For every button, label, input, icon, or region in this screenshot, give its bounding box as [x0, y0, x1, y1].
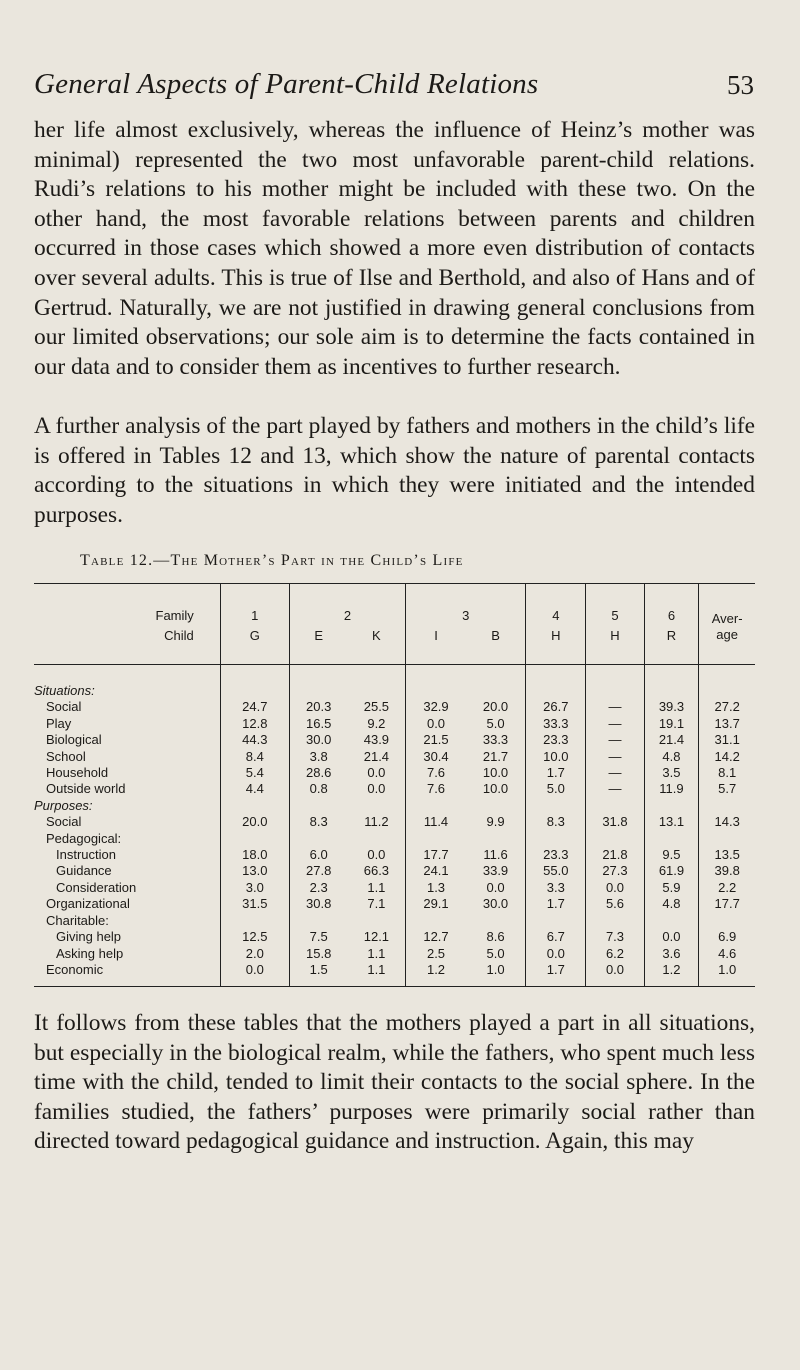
table-row: [34, 749, 755, 765]
child-4: I: [406, 624, 466, 665]
table-cell: 25.5: [363, 699, 390, 715]
table-row: [34, 831, 755, 847]
table-cell: 12.5: [220, 929, 289, 945]
table-cell: 61.9: [644, 863, 699, 879]
table-cell: 1.7: [526, 962, 586, 978]
table-cell: [699, 913, 755, 929]
table-cell: [526, 913, 586, 929]
data-table: [34, 583, 755, 987]
child-8: R: [644, 624, 699, 665]
table-cell: 13.7: [699, 716, 755, 732]
child-5: B: [466, 624, 526, 665]
row-label: Organizational: [46, 896, 130, 912]
table-cell: 30.0: [289, 732, 347, 748]
table-cell: 14.2: [699, 749, 755, 765]
table-cell: [220, 831, 289, 847]
table-cell: 10.0: [482, 765, 509, 781]
table-cell: [289, 831, 347, 847]
table-cell: 5.0: [486, 945, 505, 961]
table-cell: 0.8: [289, 781, 347, 797]
table-cell: 33.3: [526, 716, 586, 732]
table-cell: 13.5: [699, 847, 755, 863]
child-7: H: [586, 624, 644, 665]
row-label: Economic: [46, 961, 104, 977]
paragraph-1: her life almost exclusively, whereas the influence of Heinz’s mother was minimal) represented the two most unfavorable parent-child relations. Rudi’s relations to his mother might be included with these two. On the other hand, the most favorable relations between parents and children occurred in those cases which showed a more even distribution of contacts over several adults. This is true of Ilse and Berthold, and also of Hans and of Gertrud. Naturally, we are not justified in drawing general conclusions from our limited observations; our sole aim is to determine the facts contained in our data and to consider them as incentives to further research.: [34, 117, 755, 380]
row-label: Biological: [46, 732, 102, 748]
child-label: Child: [34, 624, 220, 665]
table-cell: 5.7: [699, 781, 755, 797]
family-3: 3: [406, 584, 526, 625]
table-cell: 5.4: [220, 765, 289, 781]
family-4: 4: [526, 584, 586, 625]
table-cell: [406, 831, 466, 847]
table-cell: 7.6: [406, 781, 466, 797]
table-row: [34, 880, 755, 896]
row-label: Charitable:: [46, 912, 109, 928]
paragraph-3: It follows from these tables that the mothers played a part in all situations, but especially in the biological realm, while the fathers, who spent much less time with the child, tended to limit their contacts to the social sphere. In the families studied, the fathers’ purposes were primarily social rather than directed toward pedagogical guidance and instruction. Again, this may: [34, 1010, 755, 1155]
table-cell: 5.0: [526, 781, 586, 797]
table-cell: 3.0: [220, 880, 289, 896]
table-cell: 1.3: [406, 880, 466, 896]
table-row: [34, 765, 755, 781]
table-row: [34, 781, 755, 797]
table-cell: 7.5: [289, 929, 347, 945]
table-cell: —: [586, 716, 644, 732]
table-row: [34, 699, 755, 715]
table-cell: 0.0: [526, 946, 586, 962]
table-cell: 0.0: [586, 962, 644, 978]
table-cell: [289, 913, 347, 929]
row-label: Household: [46, 765, 109, 781]
table-cell: 4.8: [644, 749, 699, 765]
table-cell: 11.6: [483, 847, 508, 863]
table-cell: 9.2: [367, 715, 386, 731]
table-cell: 2.3: [289, 880, 347, 896]
table-cell: 30.8: [289, 896, 347, 912]
table-cell: 17.7: [406, 847, 466, 863]
average-header: Aver- age: [699, 584, 755, 665]
table-cell: 3.6: [644, 946, 699, 962]
section-row: [34, 683, 755, 699]
family-5: 5: [586, 584, 644, 625]
row-label: Instruction: [56, 847, 116, 863]
table-spacer: [34, 665, 755, 684]
table-cell: 21.4: [644, 732, 699, 748]
table-cell: [220, 913, 289, 929]
table-cell: 24.7: [220, 699, 289, 715]
table-cell: 21.8: [586, 847, 644, 863]
table-cell: 9.5: [644, 847, 699, 863]
table-cell: [466, 831, 526, 847]
table-cell: 11.4: [406, 814, 466, 830]
family-1: 1: [220, 584, 289, 625]
table-cell: 1.1: [367, 879, 386, 895]
table-cell: 1.1: [367, 945, 386, 961]
table-cell: 32.9: [406, 699, 466, 715]
table-cell: 4.6: [699, 946, 755, 962]
table-cell: 11.9: [644, 781, 699, 797]
table-cell: [699, 831, 755, 847]
table-cell: 3.5: [644, 765, 699, 781]
table-cell: 5.6: [586, 896, 644, 912]
family-label: Family: [155, 607, 194, 623]
row-label: Giving help: [56, 929, 122, 945]
table-cell: 0.0: [406, 716, 466, 732]
page-number: 53: [727, 70, 754, 100]
table-cell: [586, 913, 644, 929]
table-cell: 44.3: [220, 732, 289, 748]
table-cell: 5.0: [486, 715, 505, 731]
table-cell: —: [586, 732, 644, 748]
table-body: [34, 584, 755, 987]
table-cell: 16.5: [289, 716, 347, 732]
child-2: E: [289, 624, 347, 665]
table-cell: 23.3: [526, 732, 586, 748]
table-cell: 10.0: [526, 749, 586, 765]
table-cell: —: [586, 765, 644, 781]
table-cell: 12.7: [406, 929, 466, 945]
table-row: [34, 929, 755, 945]
section-row: [34, 798, 755, 814]
table-cell: 8.4: [220, 749, 289, 765]
table-row: [34, 847, 755, 863]
table-cell: 2.0: [220, 946, 289, 962]
table-cell: 7.3: [586, 929, 644, 945]
table-cell: 31.5: [220, 896, 289, 912]
table-cell: 24.1: [406, 863, 466, 879]
table-cell: 66.3: [363, 863, 390, 879]
table-row: [34, 896, 755, 912]
table-cell: —: [586, 699, 644, 715]
table-cell: 0.0: [367, 847, 386, 863]
table-row: [34, 946, 755, 962]
table-cell: 1.0: [699, 962, 755, 978]
table-cell: 26.7: [526, 699, 586, 715]
table-cell: 1.7: [526, 765, 586, 781]
table-cell: 21.4: [363, 748, 390, 764]
table-cell: 6.7: [526, 929, 586, 945]
table-cell: —: [586, 749, 644, 765]
table-cell: 0.0: [644, 929, 699, 945]
table-cell: 43.9: [363, 732, 390, 748]
table-cell: 8.6: [486, 929, 505, 945]
table-cell: 20.0: [482, 699, 509, 715]
table-cell: 8.3: [289, 814, 347, 830]
table-cell: 3.8: [289, 749, 347, 765]
table-cell: 20.3: [289, 699, 347, 715]
table-cell: 27.2: [699, 699, 755, 715]
table-cell: 20.0: [220, 814, 289, 830]
table-cell: [644, 831, 699, 847]
table-cell: 8.1: [699, 765, 755, 781]
paragraph-2: A further analysis of the part played by fathers and mothers in the child’s life is offered in Tables 12 and 13, which show the nature of parental contacts according to the situations in which they were initiated and the intended purposes.: [34, 413, 755, 528]
table-cell: [406, 913, 466, 929]
table-cell: 6.2: [586, 946, 644, 962]
table-cell: 30.0: [482, 896, 509, 912]
table-cell: 31.8: [586, 814, 644, 830]
family-header-row: [34, 584, 755, 625]
table-row: [34, 732, 755, 748]
running-header: [34, 68, 754, 114]
table-cell: 1.1: [367, 961, 386, 977]
table-cell: 28.6: [289, 765, 347, 781]
table-cell: 6.9: [699, 929, 755, 945]
table-cell: 55.0: [526, 863, 586, 879]
row-label: Consideration: [56, 879, 137, 895]
table-cell: 33.3: [482, 732, 509, 748]
table-cell: 2.2: [699, 880, 755, 896]
table-cell: [466, 913, 526, 929]
table-cell: 0.0: [367, 781, 386, 797]
table-cell: [644, 913, 699, 929]
family-6: 6: [644, 584, 699, 625]
table-caption: Table 12.—The Mother’s Part in the Child’s Life: [80, 552, 464, 569]
table-cell: 30.4: [406, 749, 466, 765]
table-cell: 1.7: [526, 896, 586, 912]
table-row: [34, 913, 755, 929]
table-cell: [348, 831, 406, 847]
table-cell: 13.1: [644, 814, 699, 830]
table-cell: 14.3: [699, 814, 755, 830]
table-cell: 0.0: [586, 880, 644, 896]
row-label: School: [46, 748, 86, 764]
child-header-row: [34, 624, 755, 665]
table-cell: 21.5: [406, 732, 466, 748]
child-6: H: [526, 624, 586, 665]
table-cell: 12.8: [220, 716, 289, 732]
row-label: Asking help: [56, 945, 124, 961]
table-cell: 2.5: [406, 946, 466, 962]
table-row: [34, 814, 755, 830]
child-1: G: [220, 624, 289, 665]
table-cell: 5.9: [644, 880, 699, 896]
table-cell: 3.3: [526, 880, 586, 896]
table-cell: 31.1: [699, 732, 755, 748]
table-cell: 10.0: [482, 781, 509, 797]
table-cell: 7.6: [406, 765, 466, 781]
table-cell: 21.7: [482, 748, 509, 764]
table-cell: 13.0: [220, 863, 289, 879]
table-cell: 1.2: [644, 962, 699, 978]
table-cell: 12.1: [363, 929, 390, 945]
table-cell: [348, 913, 406, 929]
table-cell: 19.1: [644, 716, 699, 732]
row-label: Pedagogical:: [46, 830, 122, 846]
table-cell: 27.8: [289, 863, 347, 879]
table-cell: 6.0: [289, 847, 347, 863]
table-bottom-pad: [34, 978, 755, 987]
row-label: Social: [46, 814, 82, 830]
table-cell: [586, 831, 644, 847]
table-cell: 39.3: [644, 699, 699, 715]
table-cell: 39.8: [699, 863, 755, 879]
row-label: Outside world: [46, 781, 126, 797]
table-cell: 4.4: [220, 781, 289, 797]
row-label: Guidance: [56, 863, 112, 879]
table-cell: 27.3: [586, 863, 644, 879]
child-3: K: [348, 624, 406, 665]
table-row: [34, 716, 755, 732]
section-title: Situations:: [34, 683, 95, 698]
table-cell: 4.8: [644, 896, 699, 912]
table-cell: 33.9: [482, 863, 509, 879]
table-cell: 11.2: [364, 814, 389, 830]
table-cell: 17.7: [699, 896, 755, 912]
table-cell: 0.0: [486, 879, 505, 895]
table-cell: 1.5: [289, 962, 347, 978]
section-title: Purposes:: [34, 797, 93, 813]
table-cell: —: [586, 781, 644, 797]
row-label: Play: [46, 715, 72, 731]
table-cell: 1.2: [406, 962, 466, 978]
table-cell: 7.1: [367, 896, 386, 912]
table-row: [34, 962, 755, 978]
table-cell: 0.0: [220, 962, 289, 978]
table-row: [34, 863, 755, 879]
table-cell: 15.8: [289, 946, 347, 962]
table-cell: 8.3: [526, 814, 586, 830]
family-2: 2: [289, 584, 405, 625]
table-cell: 18.0: [220, 847, 289, 863]
table-cell: 29.1: [406, 896, 466, 912]
table-cell: 0.0: [367, 765, 386, 781]
table-cell: 1.0: [486, 961, 505, 977]
table-cell: 9.9: [486, 814, 505, 830]
table-cell: [526, 831, 586, 847]
row-label: Social: [46, 699, 82, 715]
table-cell: 23.3: [526, 847, 586, 863]
running-title: General Aspects of Parent-Child Relations: [34, 68, 539, 100]
